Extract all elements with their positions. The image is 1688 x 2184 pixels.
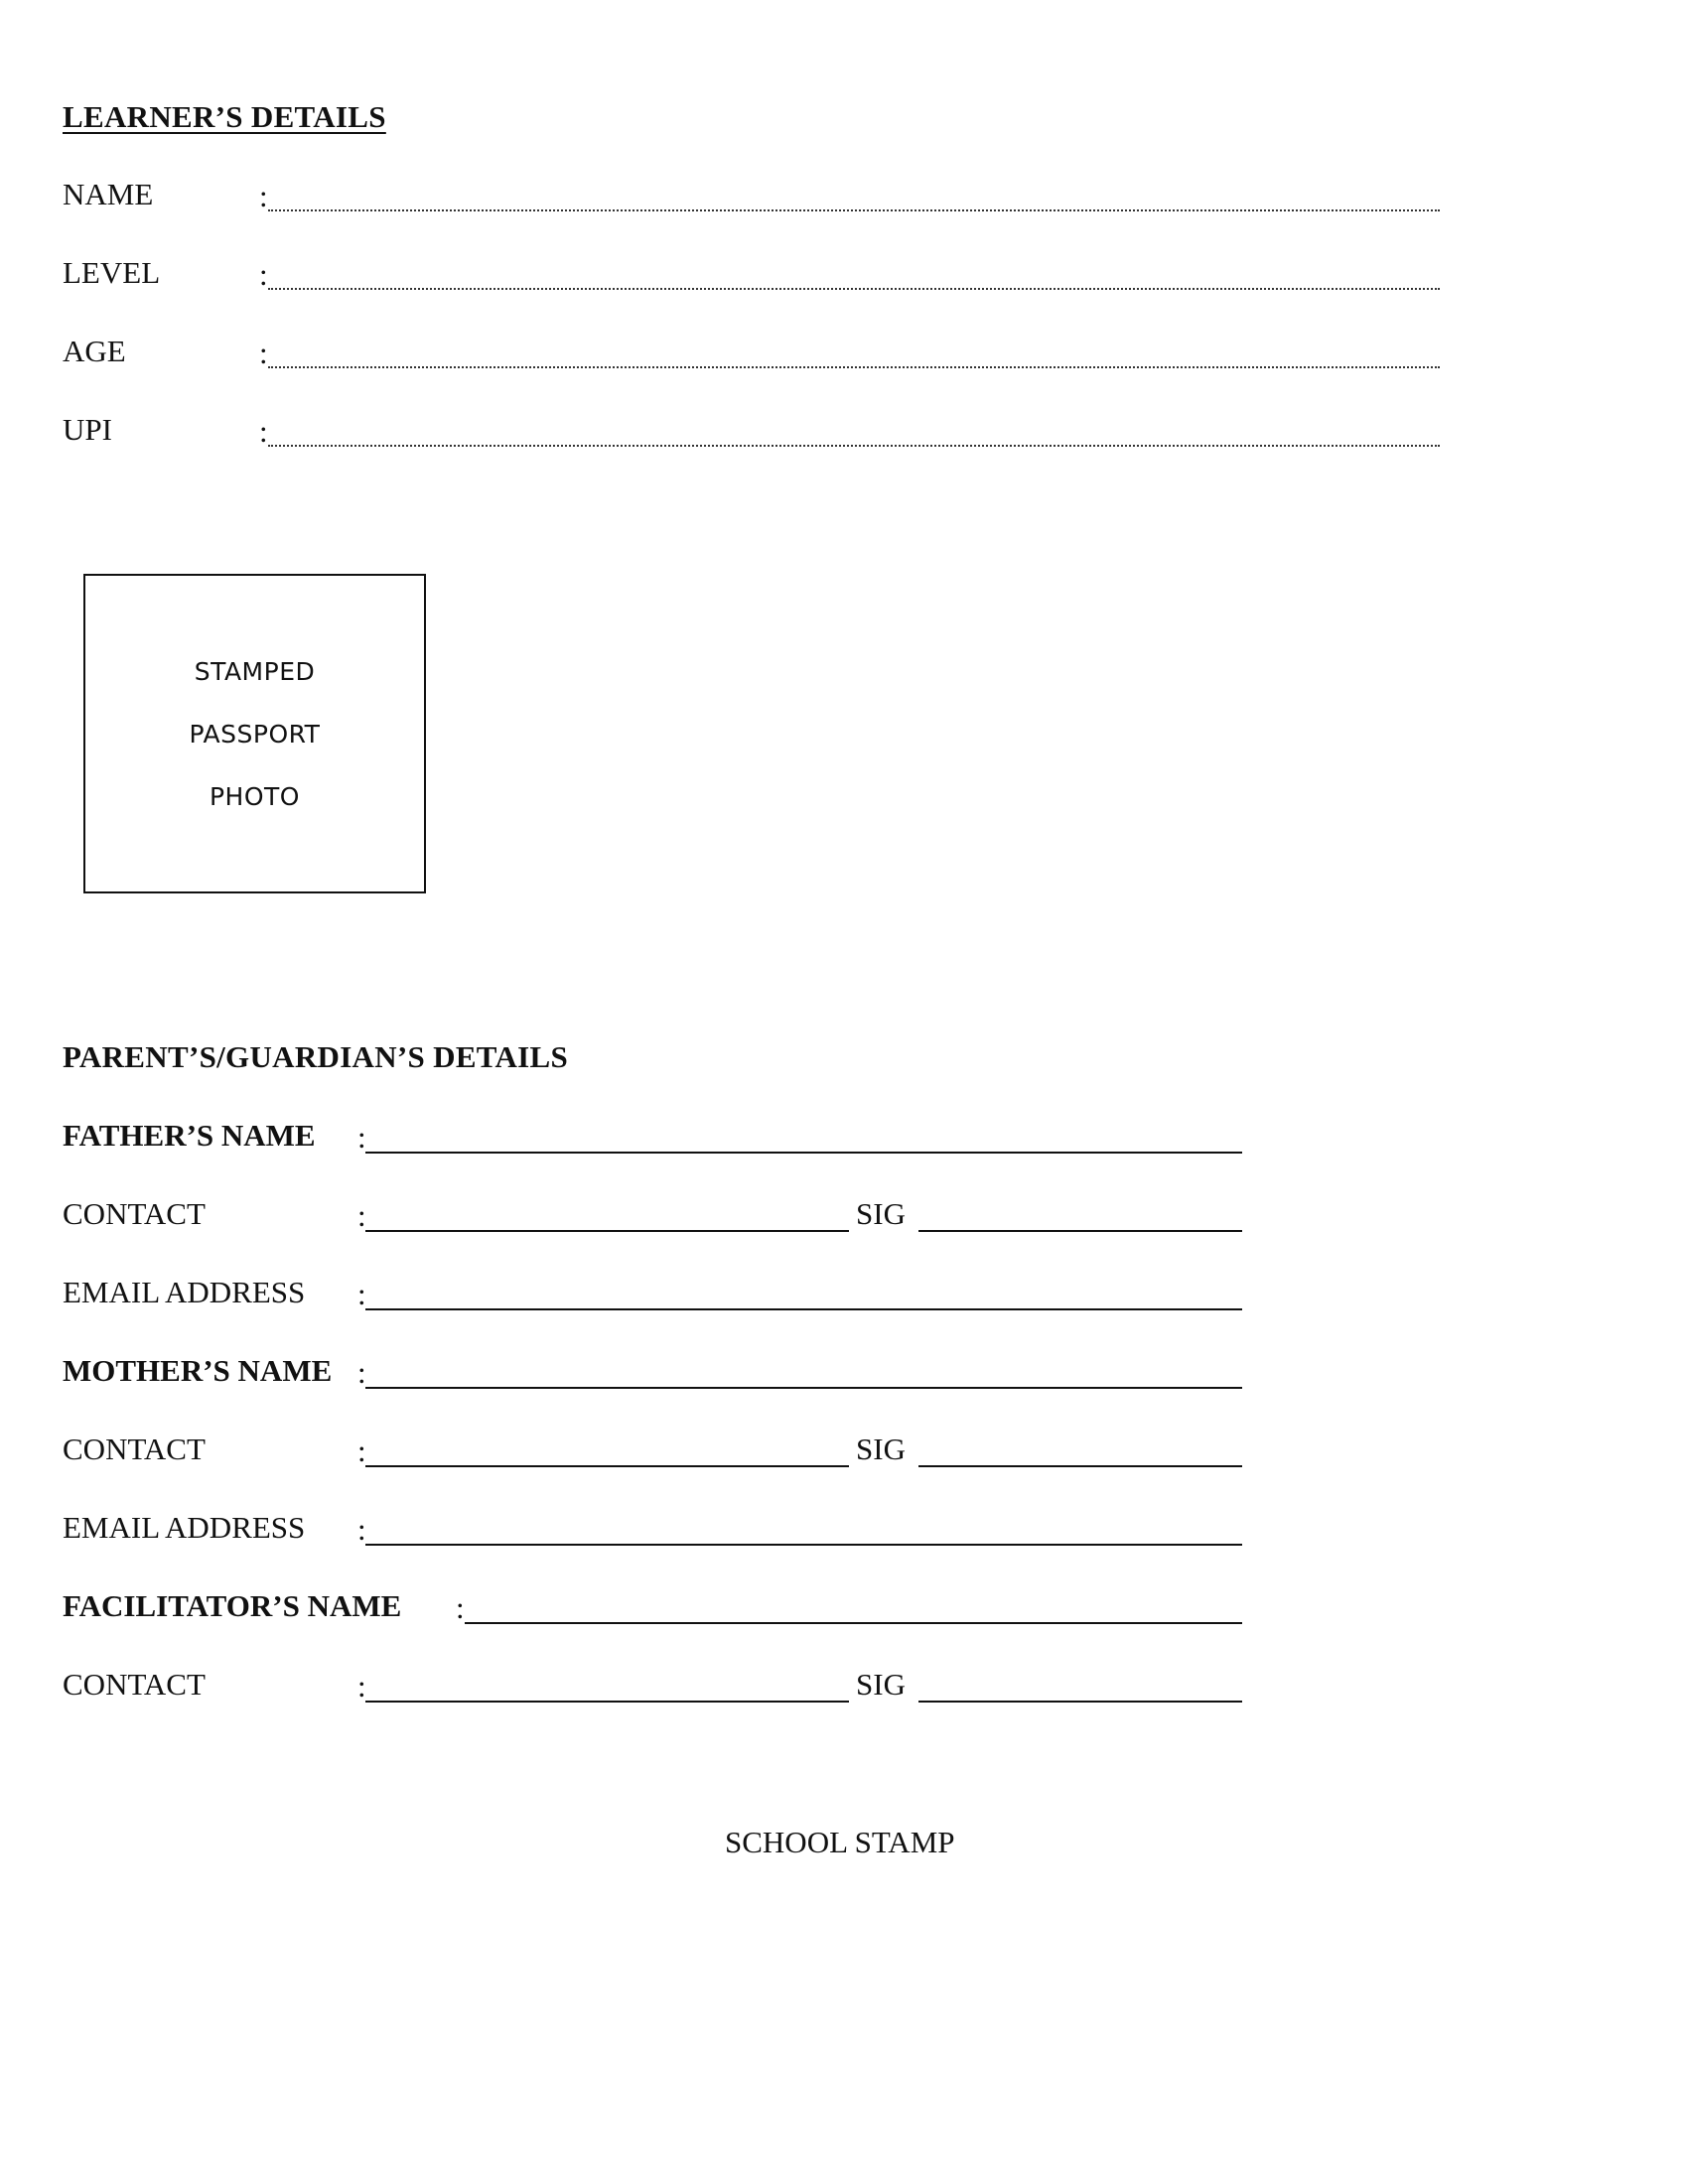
mother-sig-field[interactable] [918, 1465, 1242, 1467]
learner-upi-field[interactable] [268, 445, 1440, 447]
facilitator-sig-field[interactable] [918, 1701, 1242, 1703]
facilitator-name-label: FACILITATOR’S NAME [63, 1588, 402, 1623]
learner-upi-label: UPI [63, 412, 112, 447]
school-stamp-label: SCHOOL STAMP [725, 1825, 955, 1859]
learner-level-colon: : [259, 257, 268, 292]
learner-name-field[interactable] [268, 209, 1440, 211]
learner-level-label: LEVEL [63, 255, 161, 290]
father-email-colon: : [357, 1277, 366, 1311]
learner-age-field[interactable] [268, 366, 1440, 368]
learner-name-label: NAME [63, 177, 154, 211]
learner-age-label: AGE [63, 334, 126, 368]
learner-details-heading: LEARNER’S DETAILS [63, 99, 386, 134]
father-email-label: EMAIL ADDRESS [63, 1275, 306, 1309]
mother-name-label: MOTHER’S NAME [63, 1353, 333, 1388]
guardian-details-heading: PARENT’S/GUARDIAN’S DETAILS [63, 1039, 569, 1074]
learner-level-field[interactable] [268, 288, 1440, 290]
mother-contact-colon: : [357, 1433, 366, 1468]
mother-name-field[interactable] [365, 1387, 1242, 1389]
facilitator-contact-field[interactable] [365, 1701, 849, 1703]
mother-contact-field[interactable] [365, 1465, 849, 1467]
father-contact-colon: : [357, 1198, 366, 1233]
facilitator-name-colon: : [456, 1590, 465, 1625]
learner-name-colon: : [259, 179, 268, 213]
facilitator-sig-label: SIG [856, 1667, 906, 1702]
photo-box-line-passport: PASSPORT [189, 719, 321, 749]
father-contact-label: CONTACT [63, 1196, 206, 1231]
father-name-colon: : [357, 1120, 366, 1155]
facilitator-contact-label: CONTACT [63, 1667, 206, 1702]
father-name-field[interactable] [365, 1152, 1242, 1154]
photo-box-line-photo: PHOTO [209, 781, 300, 811]
mother-sig-label: SIG [856, 1432, 906, 1466]
facilitator-name-field[interactable] [465, 1622, 1242, 1624]
photo-box-line-stamped: STAMPED [194, 656, 316, 686]
learner-upi-colon: : [259, 414, 268, 449]
father-name-label: FATHER’S NAME [63, 1118, 316, 1153]
father-sig-label: SIG [856, 1196, 906, 1231]
mother-email-field[interactable] [365, 1544, 1242, 1546]
father-email-field[interactable] [365, 1308, 1242, 1310]
mother-name-colon: : [357, 1355, 366, 1390]
mother-contact-label: CONTACT [63, 1432, 206, 1466]
father-contact-field[interactable] [365, 1230, 849, 1232]
facilitator-contact-colon: : [357, 1669, 366, 1704]
father-sig-field[interactable] [918, 1230, 1242, 1232]
mother-email-colon: : [357, 1512, 366, 1547]
mother-email-label: EMAIL ADDRESS [63, 1510, 306, 1545]
learner-age-colon: : [259, 336, 268, 370]
passport-photo-box [83, 574, 426, 893]
